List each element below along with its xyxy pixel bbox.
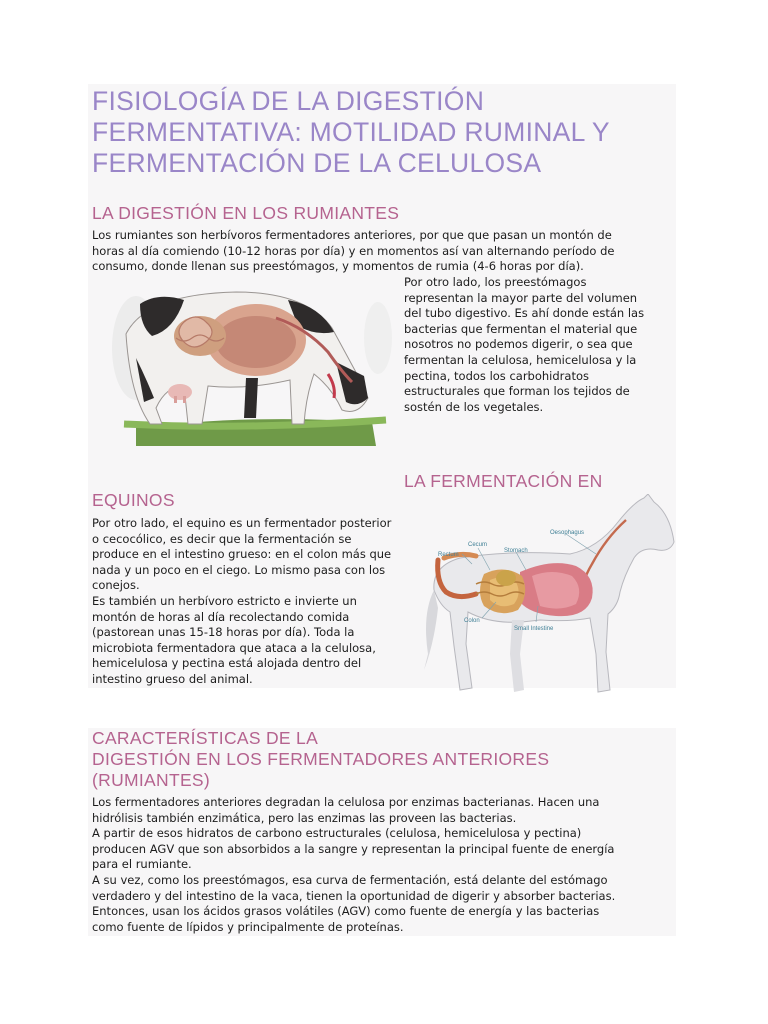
- caracteristicas-paragraph: [92, 795, 615, 935]
- text-line: Los fermentadores anteriores degradan la celulosa por enzimas bacterianas. Hacen una: [92, 795, 600, 809]
- text-line: horas al día comiendo (10-12 horas por día) y en momentos así van alternando período de: [92, 243, 615, 258]
- text-line: Por otro lado, el equino es un fermentador posterior: [92, 516, 392, 530]
- text-line: produce en el intestino grueso: en el colon más que: [92, 547, 392, 562]
- label-stomach: Stomach: [504, 548, 528, 554]
- text-line: Los rumiantes son herbívoros fermentadores anteriores, por que que pasan un montón de: [92, 228, 612, 242]
- text-line: conejos.: [92, 578, 140, 593]
- section-heading-fermentacion-part1: LA FERMENTACIÓN EN: [404, 471, 603, 491]
- text-line: hidrólisis también enzimática, pero las enzimas las proveen las bacterias.: [92, 810, 517, 825]
- label-oesophagus: Oesophagus: [550, 530, 585, 536]
- text-line: bacterias que fermentan el material que: [404, 321, 638, 336]
- heading-line: (RUMIANTES): [92, 770, 211, 790]
- text-line: montón de horas al día recolectando comida: [92, 609, 350, 624]
- text-line: A partir de esos hidratos de carbono estructurales (celulosa, hemicelulosa y pectina): [92, 826, 582, 841]
- rumiantes-intro-paragraph: [92, 228, 615, 275]
- text-line: Entonces, usan los ácidos grasos volátiles (AGV) como fuente de energía y las bacterias: [92, 904, 600, 919]
- text-line: (pastorean unas 15-18 horas por día). Toda la: [92, 625, 355, 640]
- horse-digestive-illustration: [420, 494, 680, 706]
- text-line: del tubo digestivo. Es ahí donde están las: [404, 306, 645, 321]
- text-line: fermentan la celulosa, hemicelulosa y la: [404, 352, 637, 367]
- text-line: producen AGV que son absorbidos a la sangre y representan la principal fuente de energía: [92, 841, 615, 856]
- heading-line: CARACTERÍSTICAS DE LA: [92, 728, 319, 748]
- title-line: FERMENTACIÓN DE LA CELULOSA: [92, 148, 542, 178]
- text-line: representan la mayor parte del volumen: [404, 290, 638, 305]
- text-line: como fuente de lípidos y principalmente de proteínas.: [92, 919, 404, 934]
- section-heading-fermentacion-part2: EQUINOS: [92, 490, 175, 510]
- title-line: FERMENTATIVA: MOTILIDAD RUMINAL Y: [92, 117, 610, 147]
- text-line: nosotros no podemos digerir, o sea que: [404, 337, 633, 352]
- text-line: A su vez, como los preestómagos, esa curva de fermentación, está delante del estómago: [92, 872, 608, 887]
- label-cecum: Cecum: [468, 542, 488, 548]
- page-title: [92, 86, 682, 179]
- text-line: hemicelulosa y pectina está alojada dentro del: [92, 656, 362, 671]
- text-line: sostén de los vegetales.: [404, 399, 544, 414]
- cow-digestive-illustration: [96, 278, 396, 450]
- title-line: FISIOLOGÍA DE LA DIGESTIÓN: [92, 86, 485, 116]
- text-line: nada y un poco en el ciego. Lo mismo pasa con los: [92, 562, 386, 577]
- label-small-intestine: Small Intestine: [514, 626, 554, 632]
- text-line: estructurales que forman los tejidos de: [404, 384, 630, 399]
- section-heading-rumiantes: LA DIGESTIÓN EN LOS RUMIANTES: [92, 203, 400, 223]
- text-line: Es también un herbívoro estricto e invierte un: [92, 593, 357, 608]
- text-line: microbiota fermentadora que ataca a la celulosa,: [92, 640, 376, 655]
- label-colon: Colon: [464, 618, 480, 624]
- heading-line: DIGESTIÓN EN LOS FERMENTADORES ANTERIORES: [92, 749, 550, 769]
- text-line: Por otro lado, los preestómagos: [404, 275, 587, 289]
- text-line: verdadero y del intestino de la vaca, tienen la oportunidad de digerir y absorber bacterias.: [92, 888, 616, 903]
- preestomagos-paragraph: [404, 275, 644, 415]
- text-line: consumo, donde llenan sus preestómagos, y momentos de rumia (4-6 horas por día).: [92, 259, 584, 274]
- text-line: intestino grueso del animal.: [92, 671, 253, 686]
- label-rectum: Rectum: [438, 552, 459, 558]
- text-line: pectina, todos los carbohidratos: [404, 368, 589, 383]
- section-heading-caracteristicas: [92, 728, 549, 791]
- text-line: para el rumiante.: [92, 857, 192, 872]
- equinos-paragraph: [92, 516, 391, 688]
- text-line: o cecocólico, es decir que la fermentación se: [92, 531, 352, 546]
